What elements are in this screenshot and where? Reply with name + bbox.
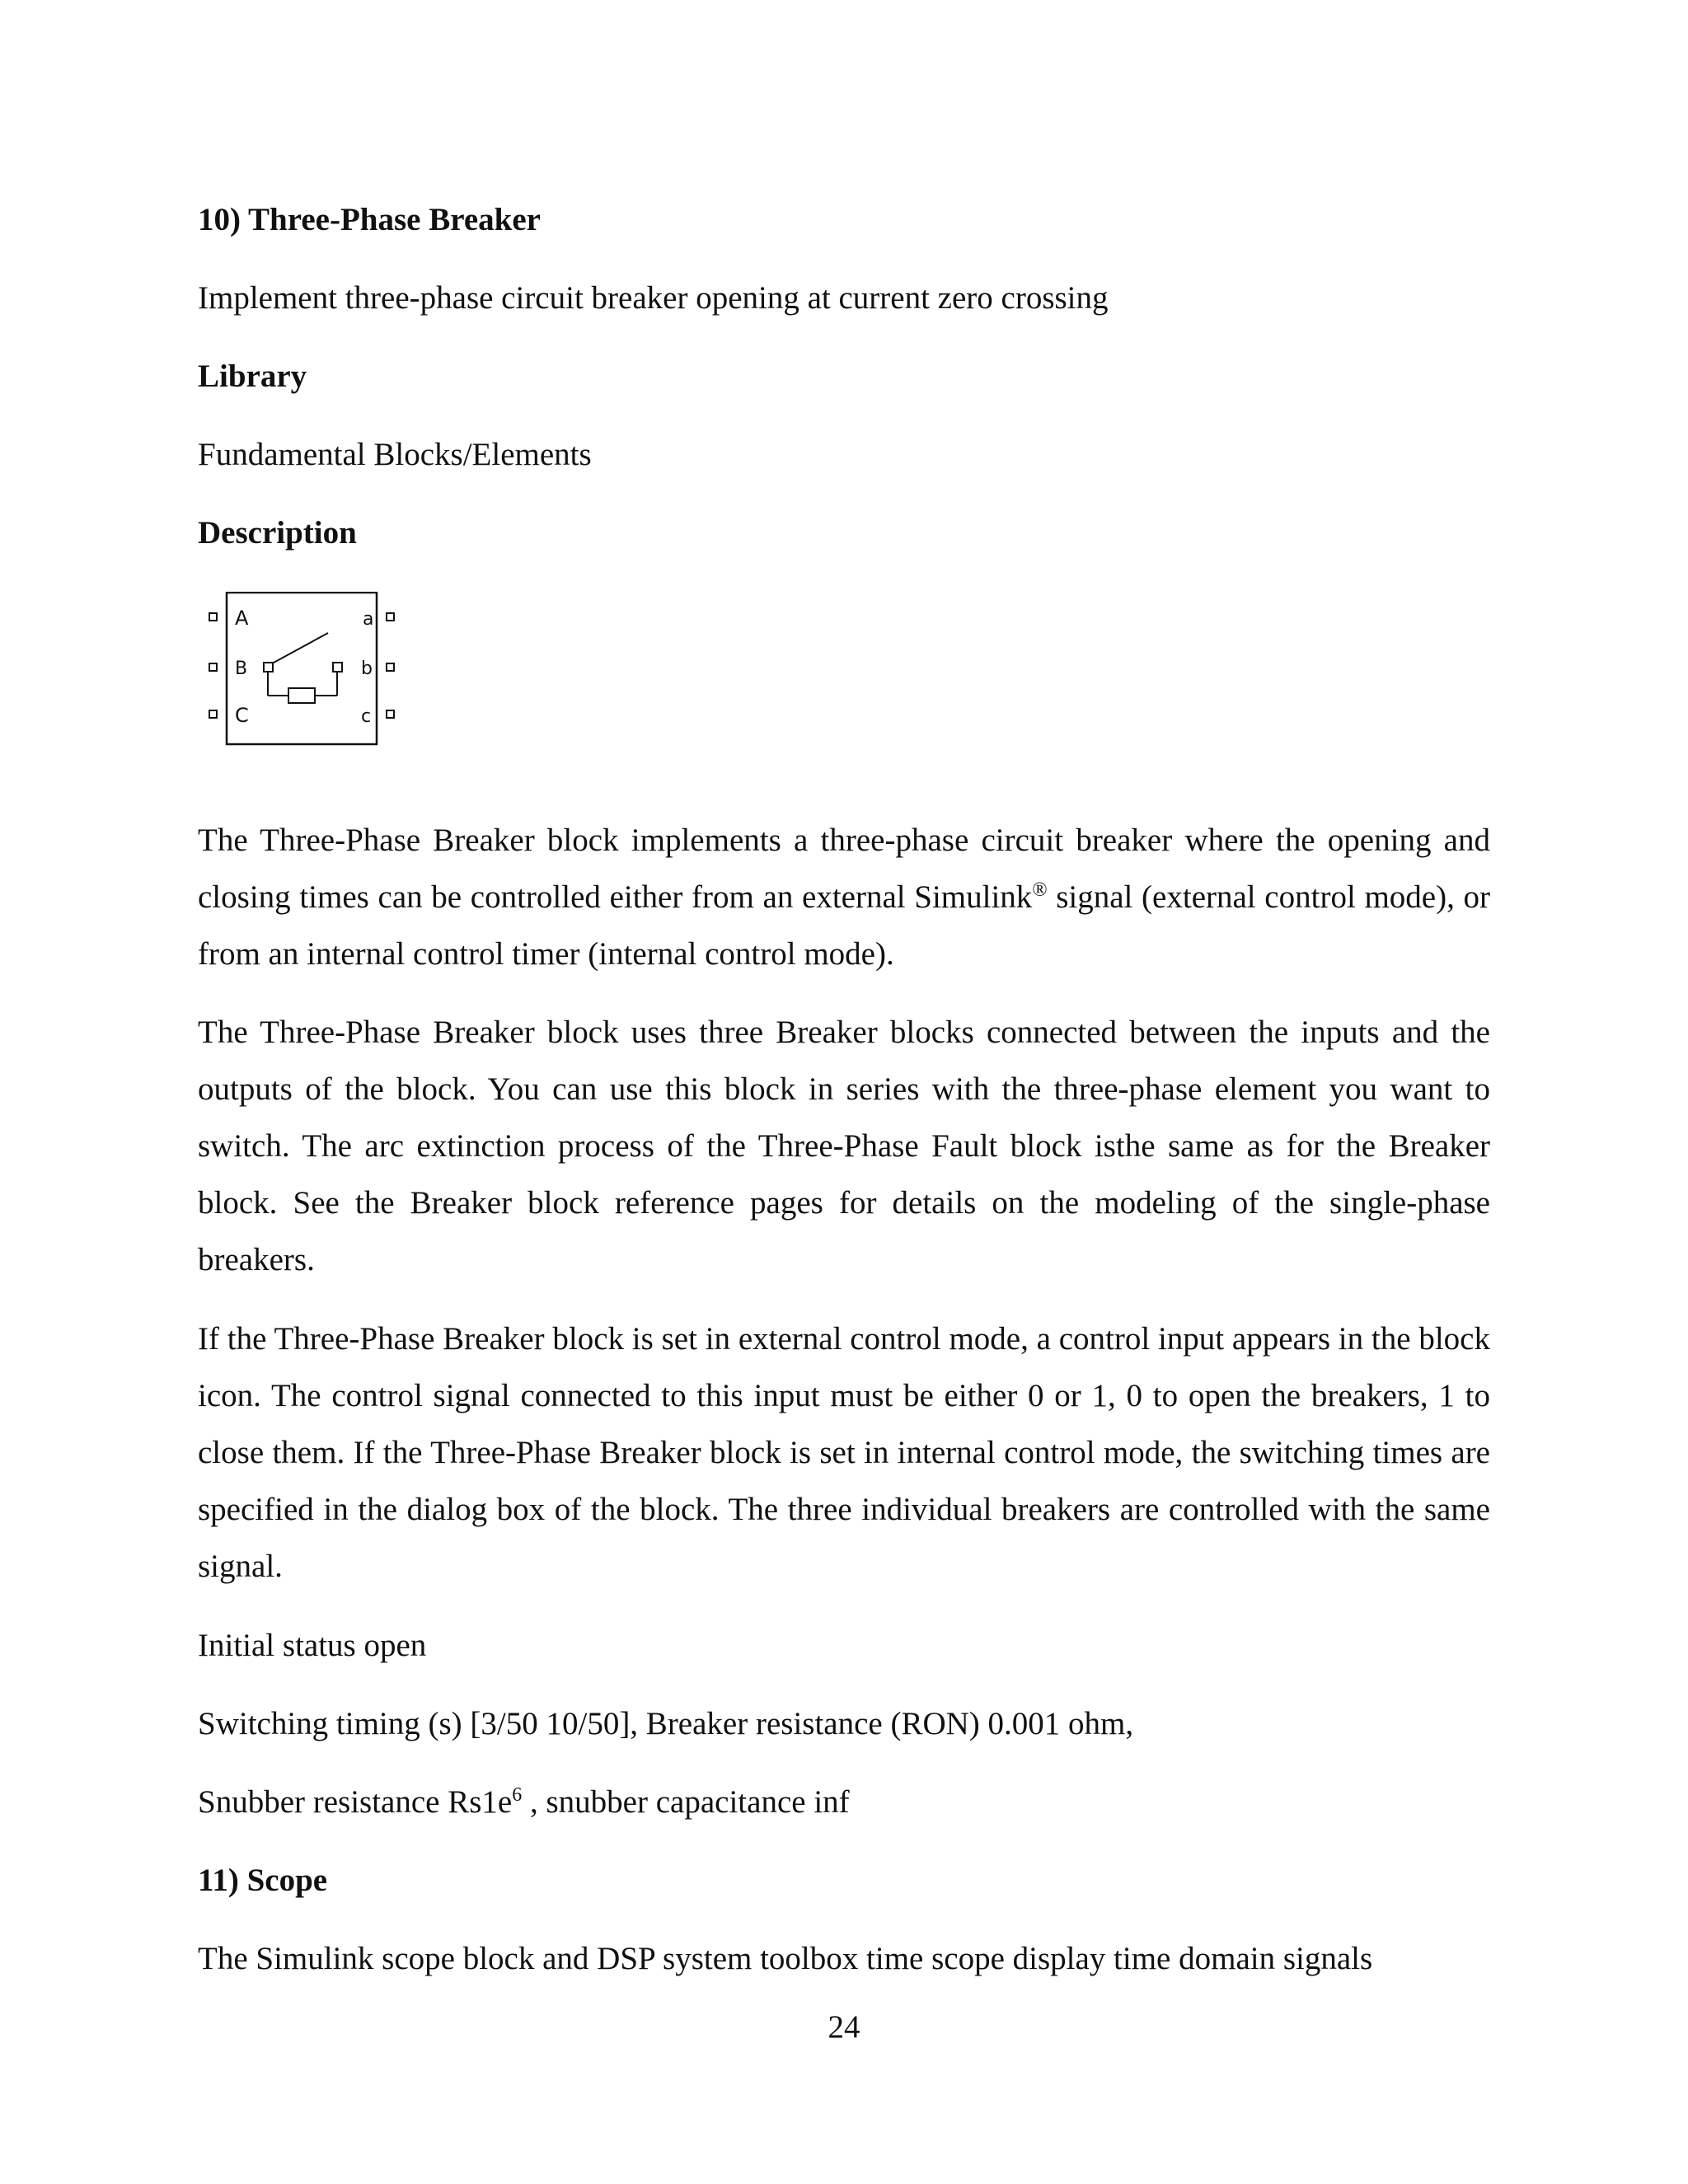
page-number: 24 xyxy=(828,2009,860,2045)
section-heading-scope: 11) Scope xyxy=(198,1863,328,1898)
paragraph-2: The Three-Phase Breaker block uses three Breaker blocks connected between the inputs and the outputs of the block. You can use this block in series with the three-phase element you want to switch. The arc extinction process of the Three-Phase Fault block isthe same as for the Breaker block. See the Breaker block reference pages for details on the modeling of the single-phase breakers. xyxy=(198,1015,1490,1277)
section-heading-three-phase-breaker: 10) Three-Phase Breaker xyxy=(198,202,541,237)
label-a-upper: A xyxy=(235,607,249,630)
library-value: Fundamental Blocks/Elements xyxy=(198,437,592,472)
snubber-part-a: Snubber resistance Rs1e xyxy=(198,1784,513,1820)
port-b-left-icon xyxy=(209,663,217,671)
switching-timing: Switching timing (s) [3/50 10/50], Breaker resistance (RON) 0.001 ohm, xyxy=(198,1706,1134,1741)
snubber-part-b: , snubber capacitance inf xyxy=(522,1784,850,1820)
paragraph-1-part-a: The Three-Phase Breaker block implements a three-phase circuit breaker where the opening and closing times can be controlled either from an external Simulink xyxy=(198,823,1490,915)
library-heading: Library xyxy=(198,359,307,394)
port-a-right-icon xyxy=(387,613,394,621)
registered-mark: ® xyxy=(1032,879,1048,901)
port-b-right-icon xyxy=(387,663,394,671)
paragraph-1-part-b: signal (external control mode), or from an internal control timer (internal control mode). xyxy=(198,879,1491,972)
label-b-lower: b xyxy=(361,658,373,679)
port-c-right-icon xyxy=(387,710,394,718)
description-heading: Description xyxy=(198,515,357,551)
label-c-lower: c xyxy=(361,706,372,727)
snubber-parameters xyxy=(198,1774,1490,1830)
block-border xyxy=(227,593,377,744)
paragraph-1 xyxy=(198,812,1490,982)
initial-status: Initial status open xyxy=(198,1628,427,1663)
paragraph-3: If the Three-Phase Breaker block is set in external control mode, a control input appears in the block icon. The control signal connected to this input must be either 0 or 1, 0 to open the breakers, 1 to close them. If the Three-Phase Breaker block is set in internal control mode, the switching times are specified in the dialog box of the block. The three individual breakers are controlled with the same signal. xyxy=(198,1321,1490,1584)
three-phase-breaker-block-icon xyxy=(206,592,402,750)
port-a-left-icon xyxy=(209,613,217,621)
label-c-upper: C xyxy=(235,704,249,727)
label-b-upper: B xyxy=(235,658,248,679)
port-c-left-icon xyxy=(209,710,217,718)
snubber-exponent: 6 xyxy=(512,1784,523,1806)
label-a-lower: a xyxy=(363,609,374,630)
scope-summary: The Simulink scope block and DSP system toolbox time scope display time domain signals xyxy=(198,1941,1373,1976)
breaker-summary: Implement three-phase circuit breaker opening at current zero crossing xyxy=(198,280,1109,316)
